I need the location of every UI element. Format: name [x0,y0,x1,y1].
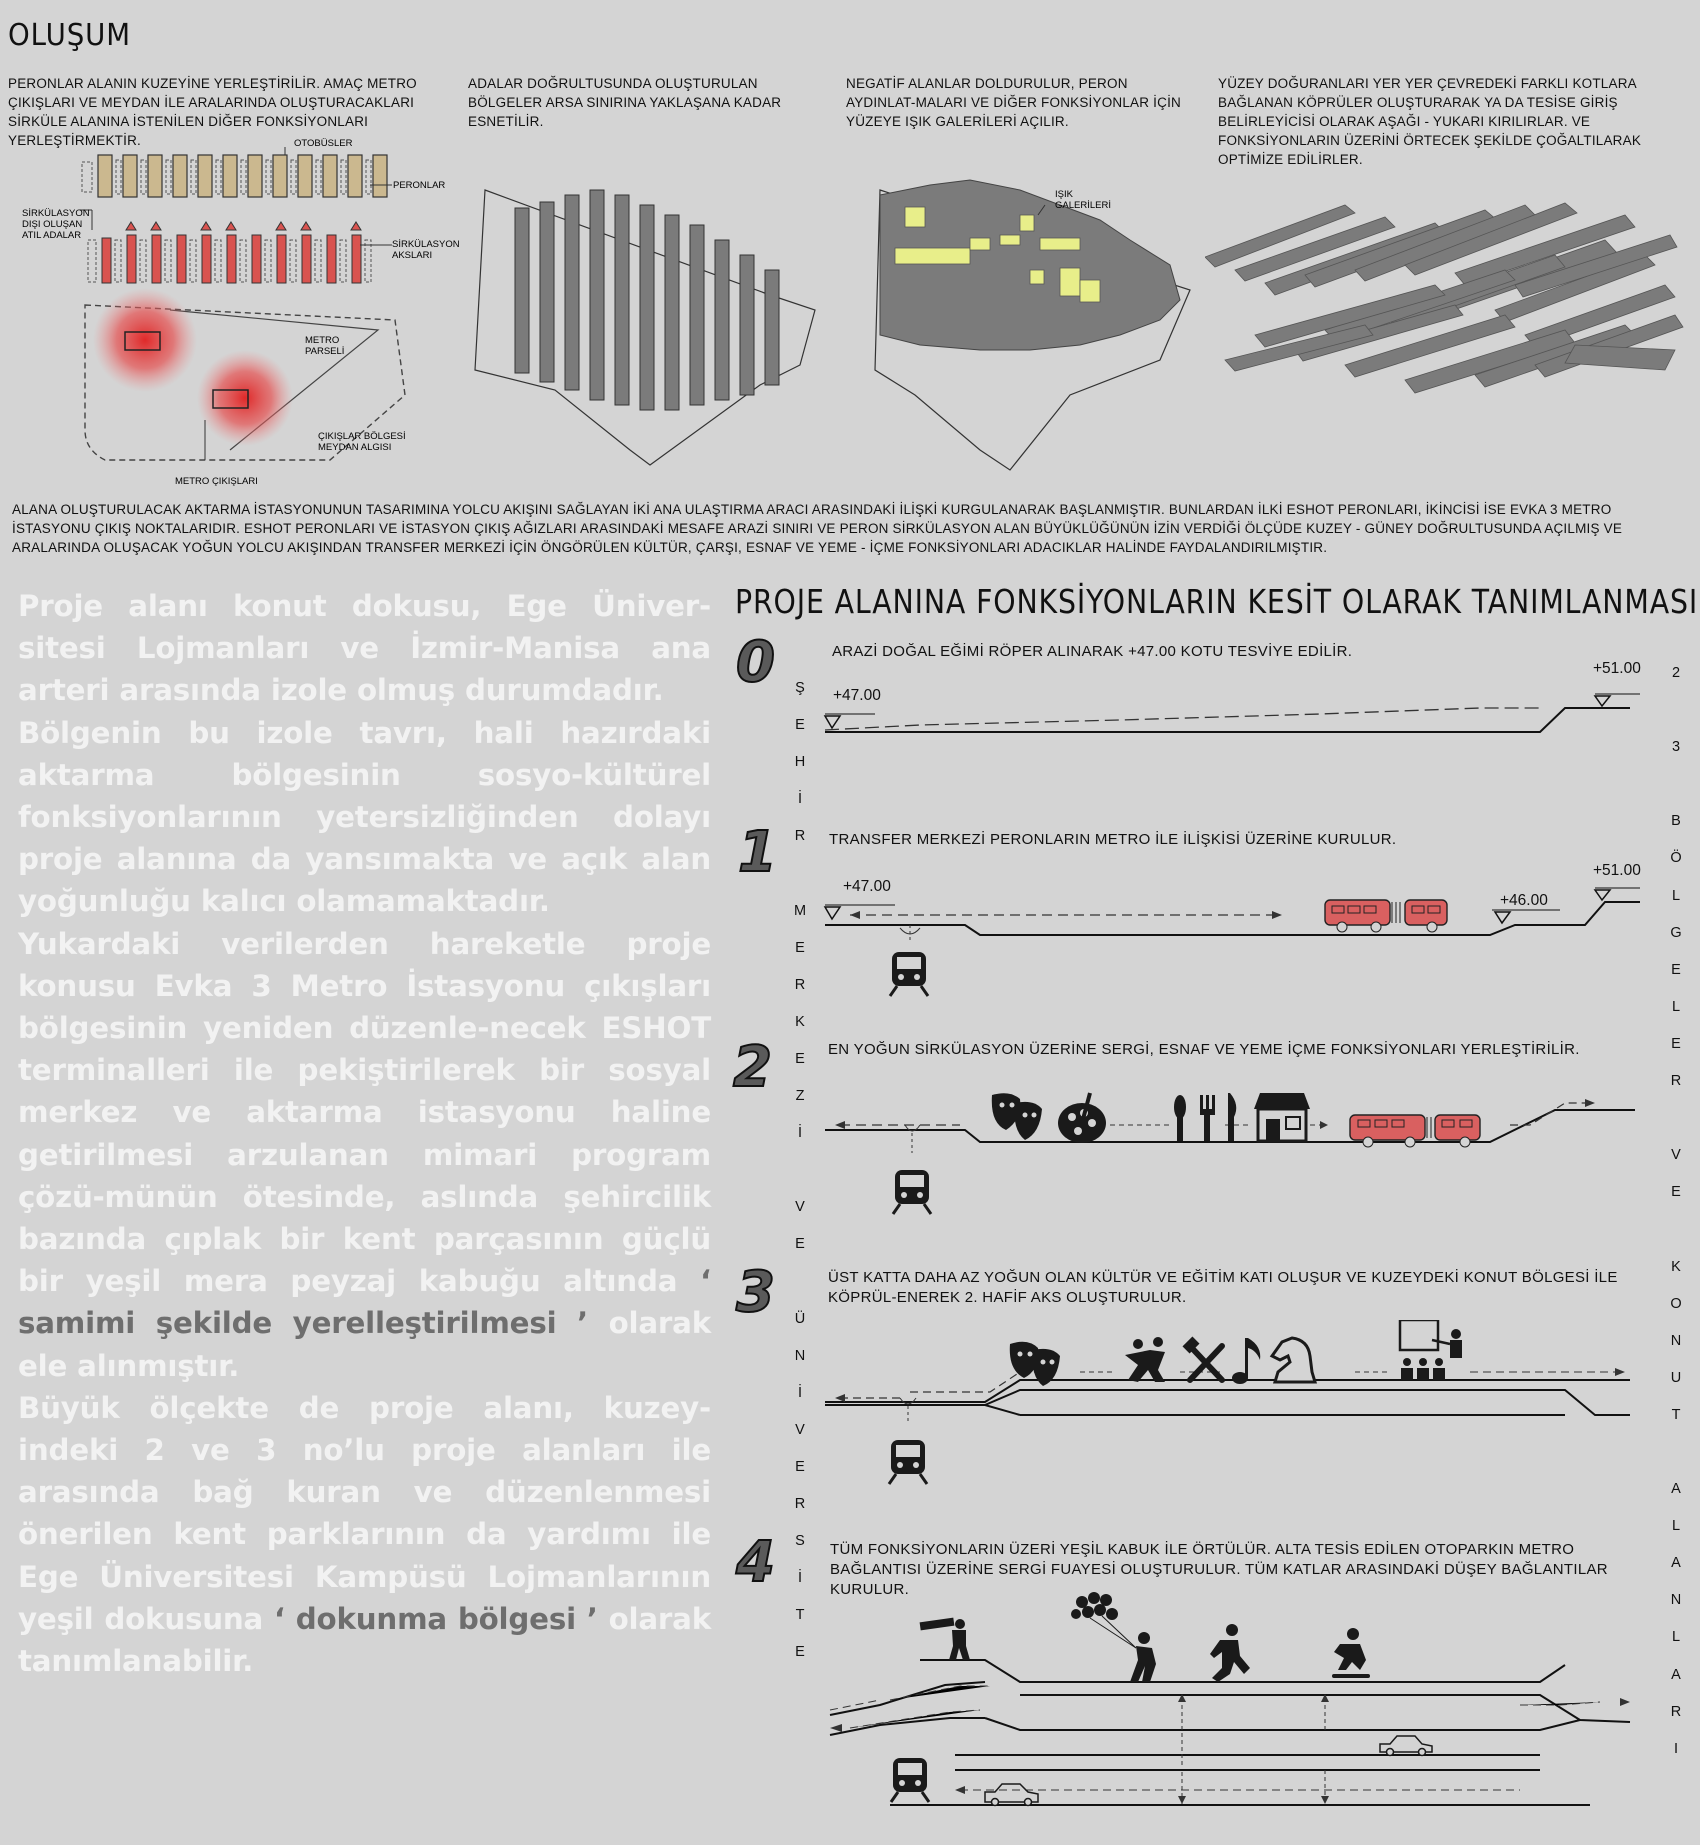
body-paragraph-1: Proje alanı konut dokusu, Ege Üniver-sitesi Lojmanları ve İzmir-Manisa ana arteri arasında izole olmuş durumdadır. [18,589,711,708]
metro-train-icon-4 [891,1758,929,1802]
body-paragraph-3 [18,923,711,1387]
left-vertical-letter: İ [797,791,803,808]
right-vertical-letter: L [1671,887,1681,904]
elevation-0-right: +51.00 [1593,660,1641,677]
right-vertical-letter: 3 [1671,739,1681,756]
right-vertical-letter: R [1670,1073,1682,1090]
formation-diagram-platforms [0,130,460,490]
label-peronlar: PERONLAR [393,180,446,191]
label-metro-parseli-2: PARSELİ [305,346,345,357]
label-atil-adalar-3: ATIL ADALAR [22,230,82,241]
right-vertical-label [1666,665,1686,1778]
right-vertical-letter: 2 [1671,665,1681,681]
metro-train-icon [890,952,928,996]
step-caption-0: ARAZİ DOĞAL EĞİMİ RÖPER ALINARAK +47.00 KOTU TESVİYE EDİLİR. [832,643,1353,660]
page-title: OLUŞUM [8,18,131,53]
bus-icon-2 [1350,1115,1480,1147]
step-caption-2: EN YOĞUN SİRKÜLASYON ÜZERİNE SERGİ, ESNAF VE YEME İÇME FONKSİYONLARI YERLEŞTİRİLİR. [828,1041,1580,1058]
formation-diagram-light-galleries [860,170,1210,480]
step-number-3: 3 [736,1260,775,1325]
right-vertical-letter: A [1671,1481,1681,1498]
right-vertical-letter: Ö [1670,850,1682,867]
label-cikislar-2: MEYDAN ALGISI [318,442,392,453]
body-paragraph-3c: olarak ele alınmıştır. [18,1306,712,1383]
label-otobusler: OTOBÜSLER [294,138,353,149]
left-vertical-letter: N [794,1347,806,1364]
right-vertical-letter [1666,776,1686,813]
body-highlight-1: ‘ samimi şekilde yerelleştirilmesi ’ [18,1264,711,1341]
balloon-person-icon [1071,1592,1156,1682]
right-vertical-letter: V [1671,1147,1681,1164]
right-vertical-letter [1666,1221,1686,1258]
left-vertical-letter: E [795,1050,805,1067]
left-vertical-label [790,680,810,1682]
caption-step-a: PERONLAR ALANIN KUZEYİNE YERLEŞTİRİLİR. AMAÇ METRO ÇIKIŞLARI VE MEYDAN İLE ARALARINDA OLUŞTURACAKLARI SİRKÜLE ALANINA İSTENİLEN DİĞER FONKSİYONLARI YERLEŞTİRMEKTİR. [8,76,417,148]
left-vertical-letter: Ş [795,680,805,696]
section-title: PROJE ALANINA FONKSİYONLARIN KESİT OLARAK TANIMLANMASI [735,582,1699,621]
metro-exit-glow-1 [93,288,197,392]
right-vertical-letter: N [1670,1592,1682,1609]
elevation-1-middle: +46.00 [1500,892,1548,909]
metro-train-icon-2 [893,1170,931,1214]
step-number-1: 1 [738,820,777,885]
label-atil-adalar-2: DIŞI OLUŞAN [22,219,83,230]
left-vertical-letter: Z [795,1088,805,1105]
step-number-2: 2 [733,1035,772,1100]
right-vertical-letter [1666,702,1686,739]
right-vertical-letter: O [1670,1295,1682,1312]
tools-icon [1190,1346,1222,1380]
right-vertical-letter: E [1671,1035,1681,1052]
right-vertical-letter [1666,1444,1686,1481]
intro-paragraph: ALANA OLUŞTURULACAK AKTARMA İSTASYONUNUN TASARIMINA YOLCU AKIŞINI SAĞLAYAN İKİ ANA ULAŞTIRMA ARACI ARASINDAKİ İLİŞKİ KURGULANARAK BAŞLANMIŞTIR. BUNLARDAN İLKİ ESHOT PERONLARI, İKİNCİSİ İSE EVKA 3 METRO İSTASYONU ÇIKIŞ NOKTALARIDIR. ESHOT PERONLARI VE İSTASYON ÇIKIŞ AĞIZLARI ARASINDAKİ MESAFE ARAZİ SINIRI VE PERON SİRKÜLASYON ALAN BÜYÜKLÜĞÜNÜN İZİN VERDİĞİ ÖLÇÜDE KUZEY - GÜNEY DOĞRULTUSUNDA AÇILMIŞ VE ARALARINDA OLUŞACAK YOĞUN YOLCU AKIŞINDAN TRANSFER MERKEZİ İÇİN ÖNGÖRÜLEN KÜLTÜR, ÇARŞI, ESNAF VE YEME - İÇME FONKSİYONLARI ADACIKLAR HALİNDE FAYDALANDIRILMIŞTIR. [12,502,1623,555]
right-vertical-letter: L [1671,1518,1681,1535]
left-vertical-letter: E [795,1236,805,1253]
right-vertical-letter: L [1671,998,1681,1015]
body-paragraph-4 [18,1387,711,1682]
left-vertical-letter: İ [797,1384,803,1401]
label-isik-1: IŞIK [1055,189,1073,200]
runner-icon [1210,1624,1250,1682]
chess-knight-icon [1272,1338,1315,1382]
left-vertical-letter: T [795,1607,805,1624]
step-number-0: 0 [736,630,775,695]
section-diagram-0 [820,670,1640,740]
right-vertical-letter: I [1673,1740,1679,1757]
label-atil-adalar-1: SİRKÜLASYON [22,208,90,219]
left-vertical-letter: İ [797,1570,803,1587]
left-vertical-letter: E [795,939,805,956]
skater-icon [1332,1628,1370,1678]
right-vertical-letter: U [1670,1369,1682,1386]
right-vertical-letter: B [1671,813,1681,830]
section-diagram-3 [820,1320,1640,1490]
bus-icon [1325,900,1447,932]
circulation-axes [102,222,361,283]
elevation-1-right: +51.00 [1593,862,1641,879]
section-diagram-2 [820,1085,1640,1235]
left-vertical-letter: E [795,1458,805,1475]
elevation-1-left: +47.00 [843,878,891,895]
body-paragraph-3a: Yukardaki verilerden hareketle proje konusu Evka 3 Metro İstasyonu çıkışları bölgesinin yeniden düzenle-necek ESHOT terminalleri ile pekiştirilerek bir sosyal merkez ve aktarma istasyonu haline getirilmesi arzulanan mimari program çözü-münün ötesinde, aslında şehircilik bazında çıplak bir kent parçasının güçlü bir yeşil mera peyzaj kabuğu altında [18,926,711,1299]
right-vertical-letter [1666,1110,1686,1147]
left-vertical-letter [790,1162,810,1199]
left-vertical-letter: M [793,902,807,919]
right-vertical-letter: L [1671,1629,1681,1646]
label-metro-parseli-1: METRO [305,335,340,346]
left-vertical-letter [790,1274,810,1311]
left-vertical-letter: E [795,1644,805,1661]
section-diagram-4 [820,1590,1640,1840]
art-palette-icon [1058,1093,1106,1143]
label-sirkulasyon-akslari-2: AKSLARI [392,250,433,261]
right-vertical-letter: T [1671,1406,1681,1423]
left-vertical-letter: V [795,1199,805,1216]
label-cikislar-1: ÇIKIŞLAR BÖLGESİ [318,431,406,442]
shop-icon [1254,1093,1310,1141]
right-vertical-letter: E [1671,1184,1681,1201]
step-caption-3: ÜST KATTA DAHA AZ YOĞUN OLAN KÜLTÜR VE EĞİTİM KATI OLUŞUR VE KUZEYDEKİ KONUT BÖLGESİ İLE KÖPRÜL-ENEREK 2. HAFİF AKS OLUŞTURULUR. [828,1269,1618,1306]
left-vertical-letter: İ [797,1125,803,1142]
left-vertical-letter: E [795,717,805,734]
metro-exit-glow-2 [197,350,293,446]
body-paragraph-2: Bölgenin bu izole tavrı, hali hazırdaki aktarma bölgesinin sosyo-kültürel fonksiyonlarının yetersizliğinden dolayı proje alanına da yansımakta ve açık alan yoğunluğu kalıcı olamamaktadır. [18,715,711,919]
left-vertical-letter: R [794,976,806,993]
right-vertical-letter: A [1671,1555,1681,1572]
label-metro-cikislari: METRO ÇIKIŞLARI [175,476,258,487]
step-number-4: 4 [736,1530,775,1595]
caption-step-b: ADALAR DOĞRULTUSUNDA OLUŞTURULAN BÖLGELER ARSA SINIRINA YAKLAŞANA KADAR ESNETİLİR. [468,76,782,129]
body-text [18,585,711,1682]
caption-step-d: YÜZEY DOĞURANLARI YER YER ÇEVREDEKİ FARKLI KOTLARA BAĞLANAN KÖPRÜLER OLUŞTURARAK YA DA TESİSE GİRİŞ BELİRLEYİCİSİ OLARAK AŞAĞI - YUKARI KIRILIRLAR. VE FONKSİYONLARIN ÜZERİNİ ÖRTECEK ŞEKİLDE ÇOĞALTILARAK OPTİMİZE EDİLİRLER. [1218,76,1642,167]
left-vertical-letter: K [795,1013,805,1030]
left-vertical-letter [790,865,810,902]
theater-masks-icon [992,1093,1042,1140]
right-vertical-letter: R [1670,1703,1682,1720]
left-vertical-letter: R [794,828,806,845]
photographer-icon [920,1618,970,1660]
metro-train-icon-3 [889,1440,927,1484]
body-paragraph-4a: Büyük ölçekte de proje alanı, kuzey-indeki 2 ve 3 no’lu proje alanları ile arasında bağ kuran ve düzenlenmesi önerilen kent parklarının da yardımı ile Ege Üniversitesi Kampüsü Lojmanlarının yeşil dokusuna [18,1390,711,1636]
left-vertical-letter: V [795,1421,805,1438]
right-vertical-letter: E [1671,961,1681,978]
label-isik-2: GALERİLERİ [1055,200,1111,211]
cutlery-icon [1174,1093,1236,1141]
left-vertical-letter: R [794,1496,806,1513]
right-vertical-letter: K [1671,1258,1681,1275]
body-paragraph-4c: olarak tanımlanabilir. [18,1601,712,1679]
dancing-couple-icon [1125,1337,1165,1382]
elevation-0-left: +47.00 [833,687,881,704]
right-vertical-letter: A [1671,1666,1681,1683]
body-highlight-2: ‘ dokunma bölgesi ’ [274,1601,598,1636]
left-vertical-letter: H [794,754,806,771]
caption-step-c: NEGATİF ALANLAR DOLDURULUR, PERON AYDINLAT-MALARI VE DİĞER FONKSİYONLAR İÇİN YÜZEYE IŞIK GALERİLERİ AÇILIR. [846,76,1181,129]
label-sirkulasyon-akslari-1: SİRKÜLASYON [392,239,460,250]
step-caption-1: TRANSFER MERKEZİ PERONLARIN METRO İLE İLİŞKİSİ ÜZERİNE KURULUR. [829,831,1397,848]
formation-diagram-surfaces [1205,175,1685,405]
classroom-icon [1400,1320,1462,1380]
left-vertical-letter: Ü [794,1310,806,1327]
formation-diagram-islands [470,160,830,470]
right-vertical-letter: G [1670,924,1682,941]
right-vertical-letter: N [1670,1332,1682,1349]
step-caption-4: TÜM FONKSİYONLARIN ÜZERİ YEŞİL KABUK İLE ÖRTÜLÜR. ALTA TESİS EDİLEN OTOPARKIN METRO BAĞLANTISI ÜZERİNE SERGİ FUAYESİ OLUŞTURULUR. TÜM KATLAR ARASINDAKİ DÜŞEY BAĞLANTILAR KURULUR. [830,1541,1608,1598]
music-note-icon [1232,1338,1260,1384]
left-vertical-letter: S [795,1533,805,1550]
